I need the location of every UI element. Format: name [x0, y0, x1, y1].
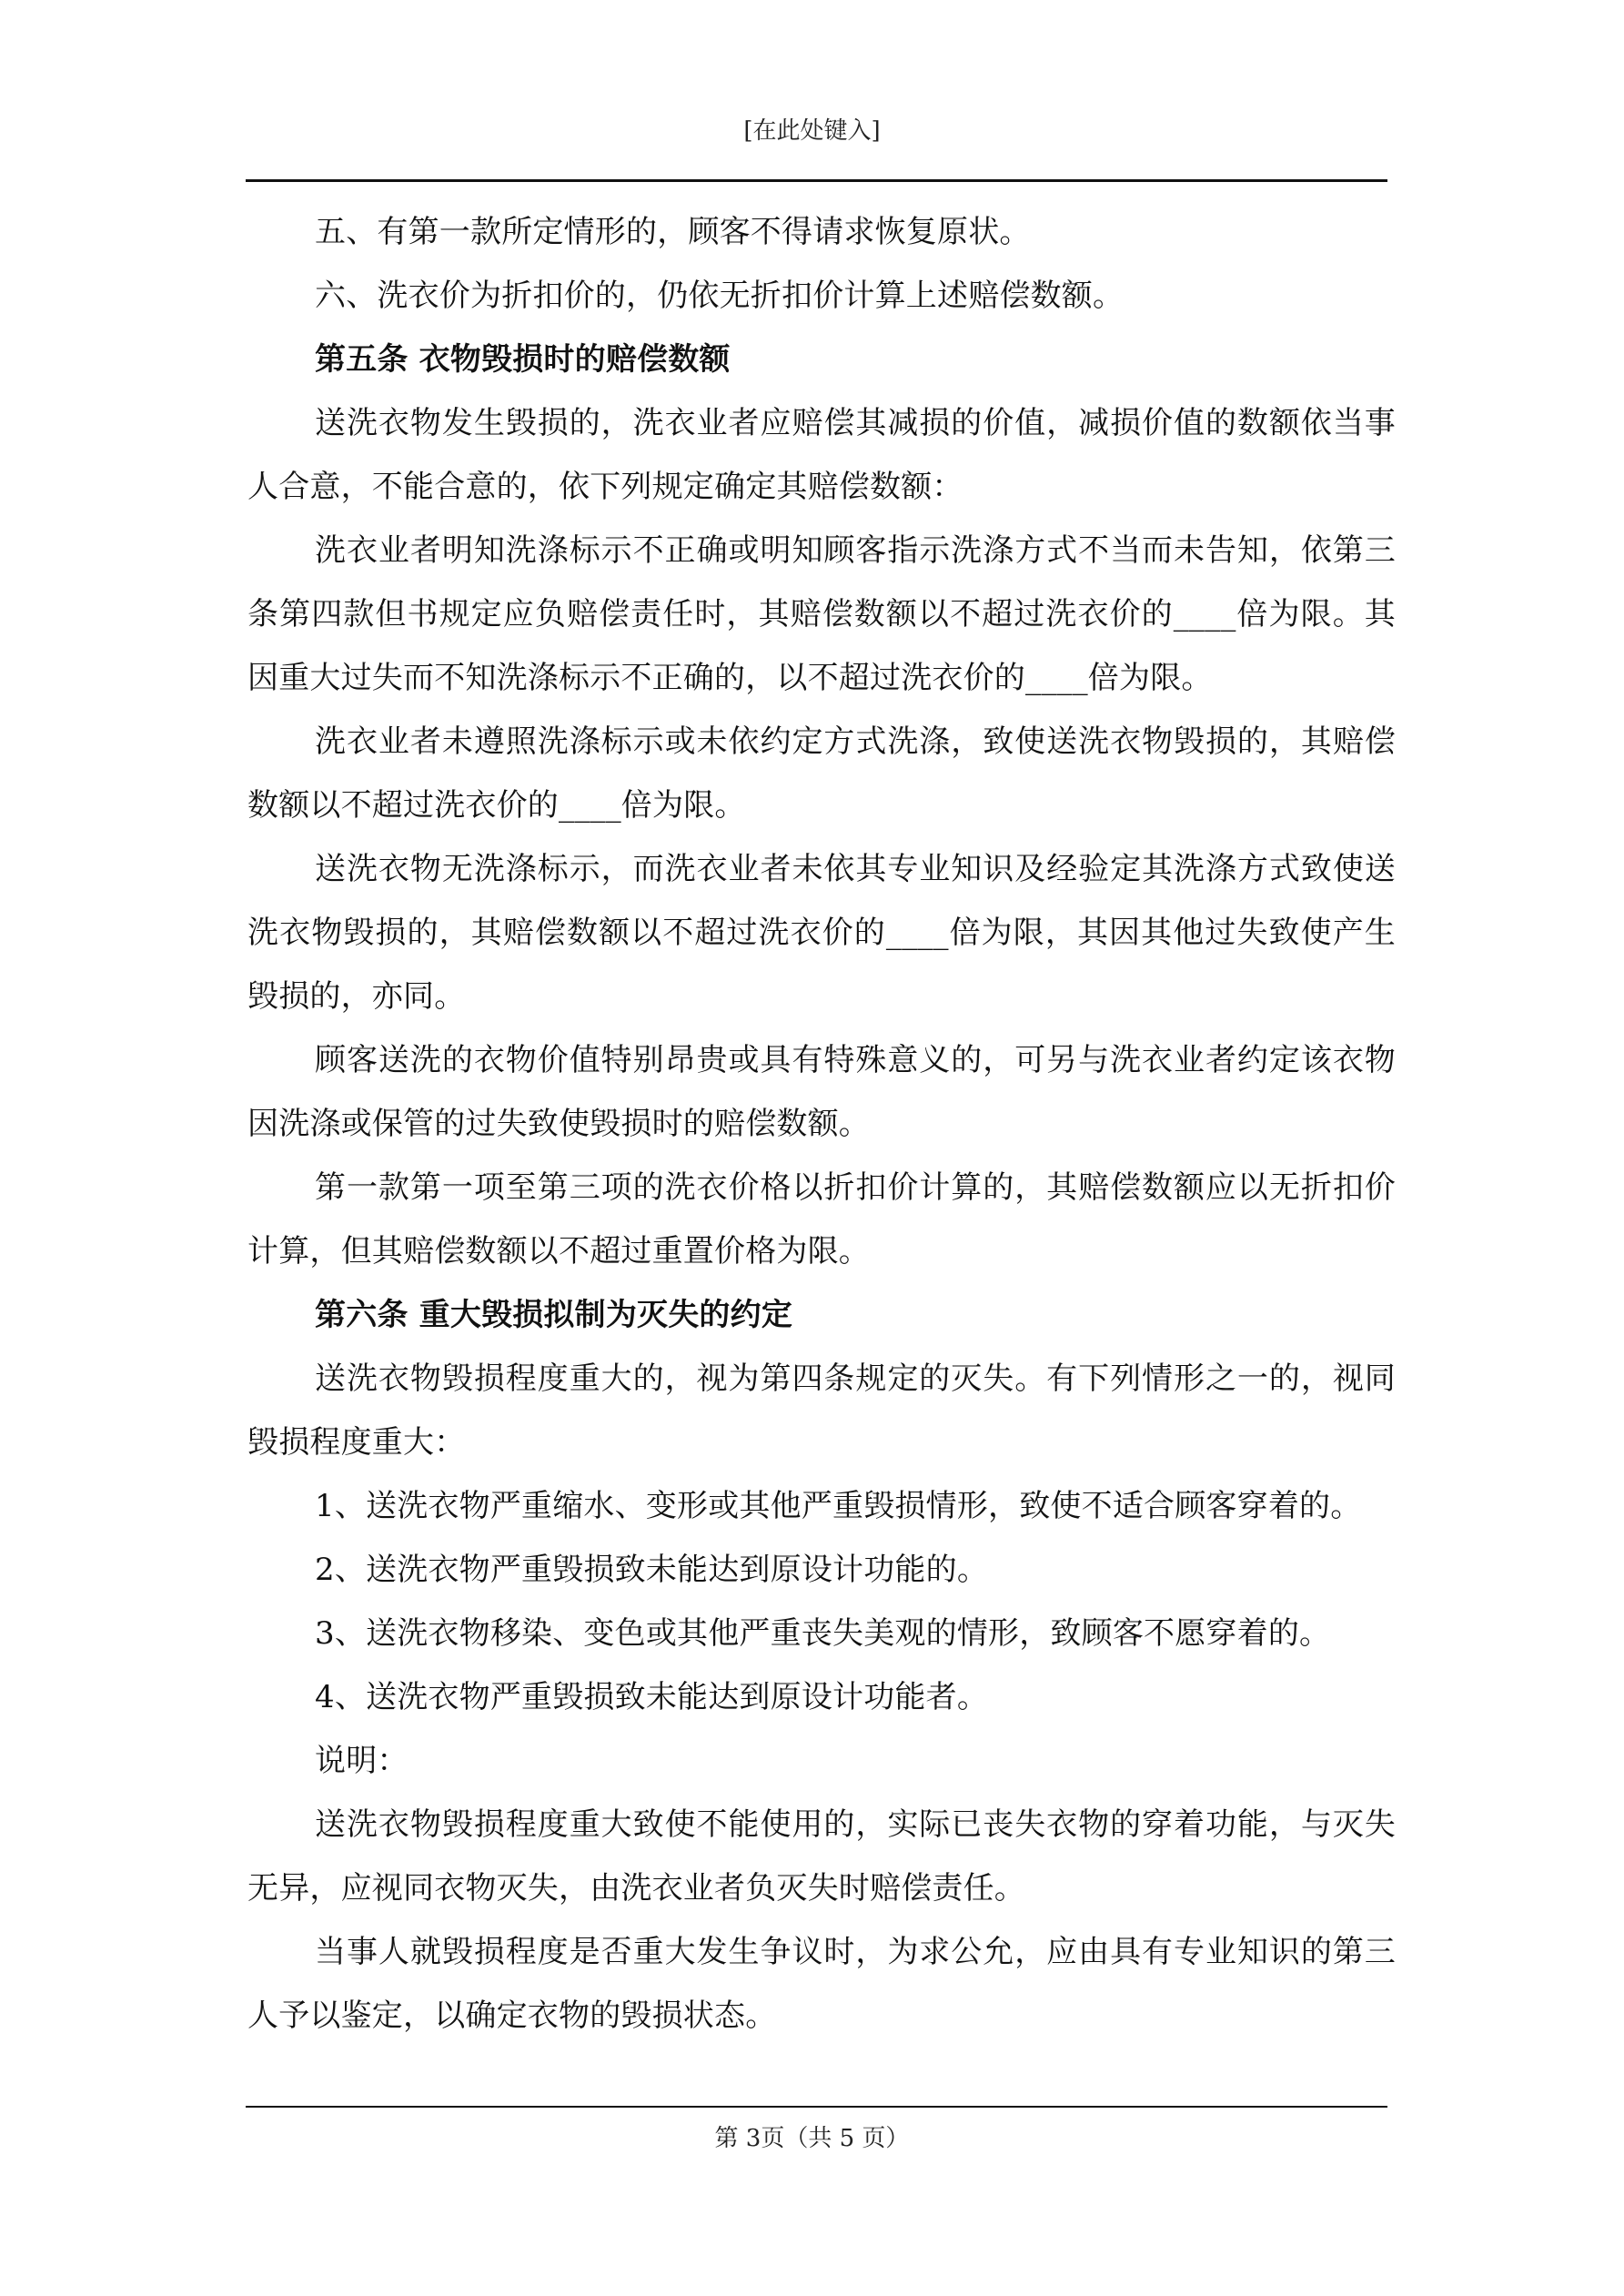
paragraph: 当事人就毁损程度是否重大发生争议时，为求公允，应由具有专业知识的第三人予以鉴定，以确定衣物的毁损状态。	[247, 1934, 1396, 2034]
list-item: 1、送洗衣物严重缩水、变形或其他严重毁损情形，致使不适合顾客穿着的。	[315, 1488, 1362, 1524]
paragraph: 送洗衣物毁损程度重大的，视为第四条规定的灭失。有下列情形之一的，视同毁损程度重大：	[247, 1360, 1396, 1461]
section-heading: 第六条 重大毁损拟制为灭失的约定	[315, 1297, 793, 1333]
list-item: 3、送洗衣物移染、变色或其他严重丧失美观的情形，致顾客不愿穿着的。	[315, 1615, 1331, 1652]
note-label: 说明：	[315, 1743, 409, 1779]
list-item: 2、送洗衣物严重毁损致未能达到原设计功能的。	[315, 1552, 989, 1588]
paragraph: 第一款第一项至第三项的洗衣价格以折扣价计算的，其赔偿数额应以无折扣价计算，但其赔偿数额以不超过重置价格为限。	[247, 1169, 1396, 1269]
page-header: [在此处键入]	[743, 117, 881, 145]
paragraph: 送洗衣物毁损程度重大致使不能使用的，实际已丧失衣物的穿着功能，与灭失无异，应视同衣物灭失，由洗衣业者负灭失时赔偿责任。	[247, 1806, 1396, 1907]
paragraph: 送洗衣物无洗涤标示，而洗衣业者未依其专业知识及经验定其洗涤方式致使送洗衣物毁损的，其赔偿数额以不超过洗衣价的____倍为限，其因其他过失致使产生毁损的，亦同。	[247, 851, 1396, 1015]
page-footer: 第 3页（共 5 页）	[714, 2125, 910, 2152]
list-item: 4、送洗衣物严重毁损致未能达到原设计功能者。	[315, 1679, 989, 1715]
header-divider	[246, 179, 1387, 182]
paragraph: 送洗衣物发生毁损的，洗衣业者应赔偿其减损的价值，减损价值的数额依当事人合意，不能合意的，依下列规定确定其赔偿数额：	[247, 405, 1396, 505]
paragraph: 顾客送洗的衣物价值特别昂贵或具有特殊意义的，可另与洗衣业者约定该衣物因洗涤或保管的过失致使毁损时的赔偿数额。	[247, 1042, 1396, 1142]
section-heading: 第五条 衣物毁损时的赔偿数额	[315, 341, 731, 378]
paragraph: 六、洗衣价为折扣价的，仍依无折扣价计算上述赔偿数额。	[315, 278, 1125, 314]
paragraph: 洗衣业者未遵照洗涤标示或未依约定方式洗涤，致使送洗衣物毁损的，其赔偿数额以不超过洗衣价的____倍为限。	[247, 723, 1396, 824]
paragraph: 洗衣业者明知洗涤标示不正确或明知顾客指示洗涤方式不当而未告知，依第三条第四款但书规定应负赔偿责任时，其赔偿数额以不超过洗衣价的____倍为限。其因重大过失而不知洗涤标示不正确的，以不超过洗衣价的____倍为限。	[247, 532, 1396, 696]
document-body	[247, 200, 1396, 2048]
footer-divider	[246, 2106, 1387, 2108]
paragraph: 五、有第一款所定情形的，顾客不得请求恢复原状。	[315, 214, 1031, 250]
